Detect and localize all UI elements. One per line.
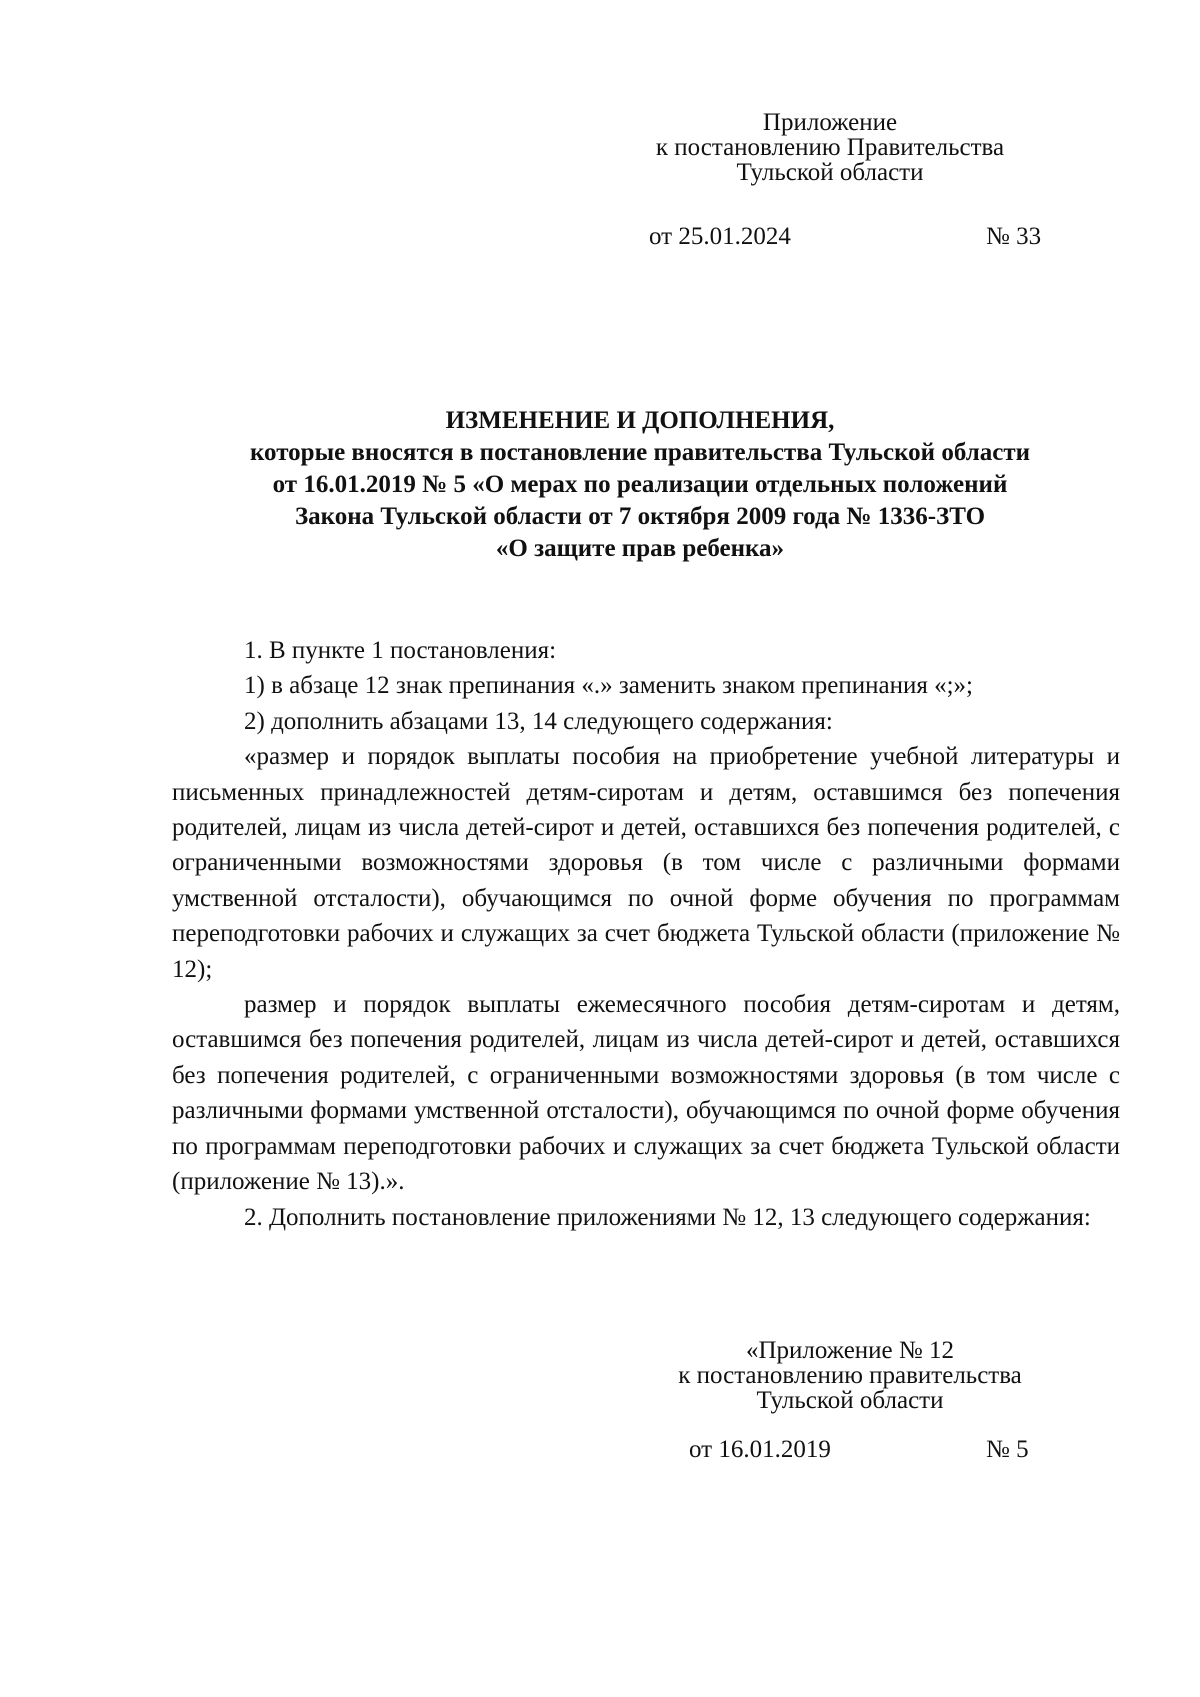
approval-stamp-top — [620, 110, 1040, 185]
title-line4: Закона Тульской области от 7 октября 2009 года № 1336-ЗТО — [294, 503, 986, 530]
approval-bottom-line2: к постановлению правительства — [678, 1362, 1022, 1389]
body-paragraph-5: размер и порядок выплаты ежемесячного пособия детям-сиротам и детям, оставшимся без попечения родителей, лицам из числа детей-сирот и детей, оставшихся без попечения родителей, с ограниченными возможностями здоровья (в том числе с различными формами умственной отсталости), обучающимся по очной форме обучения по программам переподготовки рабочих и служащих за счет бюджета Тульской области (приложение № 13).». — [172, 991, 1120, 1196]
document-body — [172, 633, 1120, 1235]
approval-top-line1: Приложение — [762, 109, 898, 136]
body-paragraph-6: 2. Дополнить постановление приложениями № 12, 13 следующего содержания: — [244, 1203, 1091, 1231]
body-paragraph-4: «размер и порядок выплаты пособия на приобретение учебной литературы и письменных принадлежностей детям-сиротам и детям, оставшимся без попечения родителей, лицам из числа детей-сирот и детей, оставшихся без попечения родителей, с ограниченными возможностями здоровья (в том числе с различными формами умственной отсталости), обучающимся по очной форме обучения по программам переподготовки рабочих и служащих за счет бюджета Тульской области (приложение № 12); — [172, 743, 1120, 983]
body-paragraph-3: 2) дополнить абзацами 13, 14 следующего содержания: — [244, 707, 833, 735]
title-line3: от 16.01.2019 № 5 «О мерах по реализации отдельных положений — [272, 471, 1008, 498]
document-title — [160, 405, 1120, 565]
body-paragraph-2: 1) в абзаце 12 знак препинания «.» заменить знаком препинания «;»; — [244, 672, 974, 700]
body-paragraph-1: 1. В пункте 1 постановления: — [244, 637, 557, 664]
approval-bottom-line3: Тульской области — [756, 1387, 944, 1414]
approval-top-line2: к постановлению Правительства — [655, 134, 1005, 161]
title-line2: которые вносятся в постановление правительства Тульской области — [249, 439, 1031, 466]
approval-top-number: № 33 — [986, 223, 1042, 250]
title-line1: ИЗМЕНЕНИЕ И ДОПОЛНЕНИЯ, — [445, 407, 835, 434]
approval-stamp-bottom — [640, 1338, 1060, 1413]
approval-bottom-number: № 5 — [986, 1436, 1029, 1463]
approval-bottom-line1: «Приложение № 12 — [745, 1337, 955, 1364]
approval-top-date: от 25.01.2024 — [649, 223, 791, 250]
approval-top-line3: Тульской области — [736, 159, 924, 186]
title-line5: «О защите прав ребенка» — [495, 535, 785, 562]
approval-bottom-date: от 16.01.2019 — [689, 1436, 831, 1463]
